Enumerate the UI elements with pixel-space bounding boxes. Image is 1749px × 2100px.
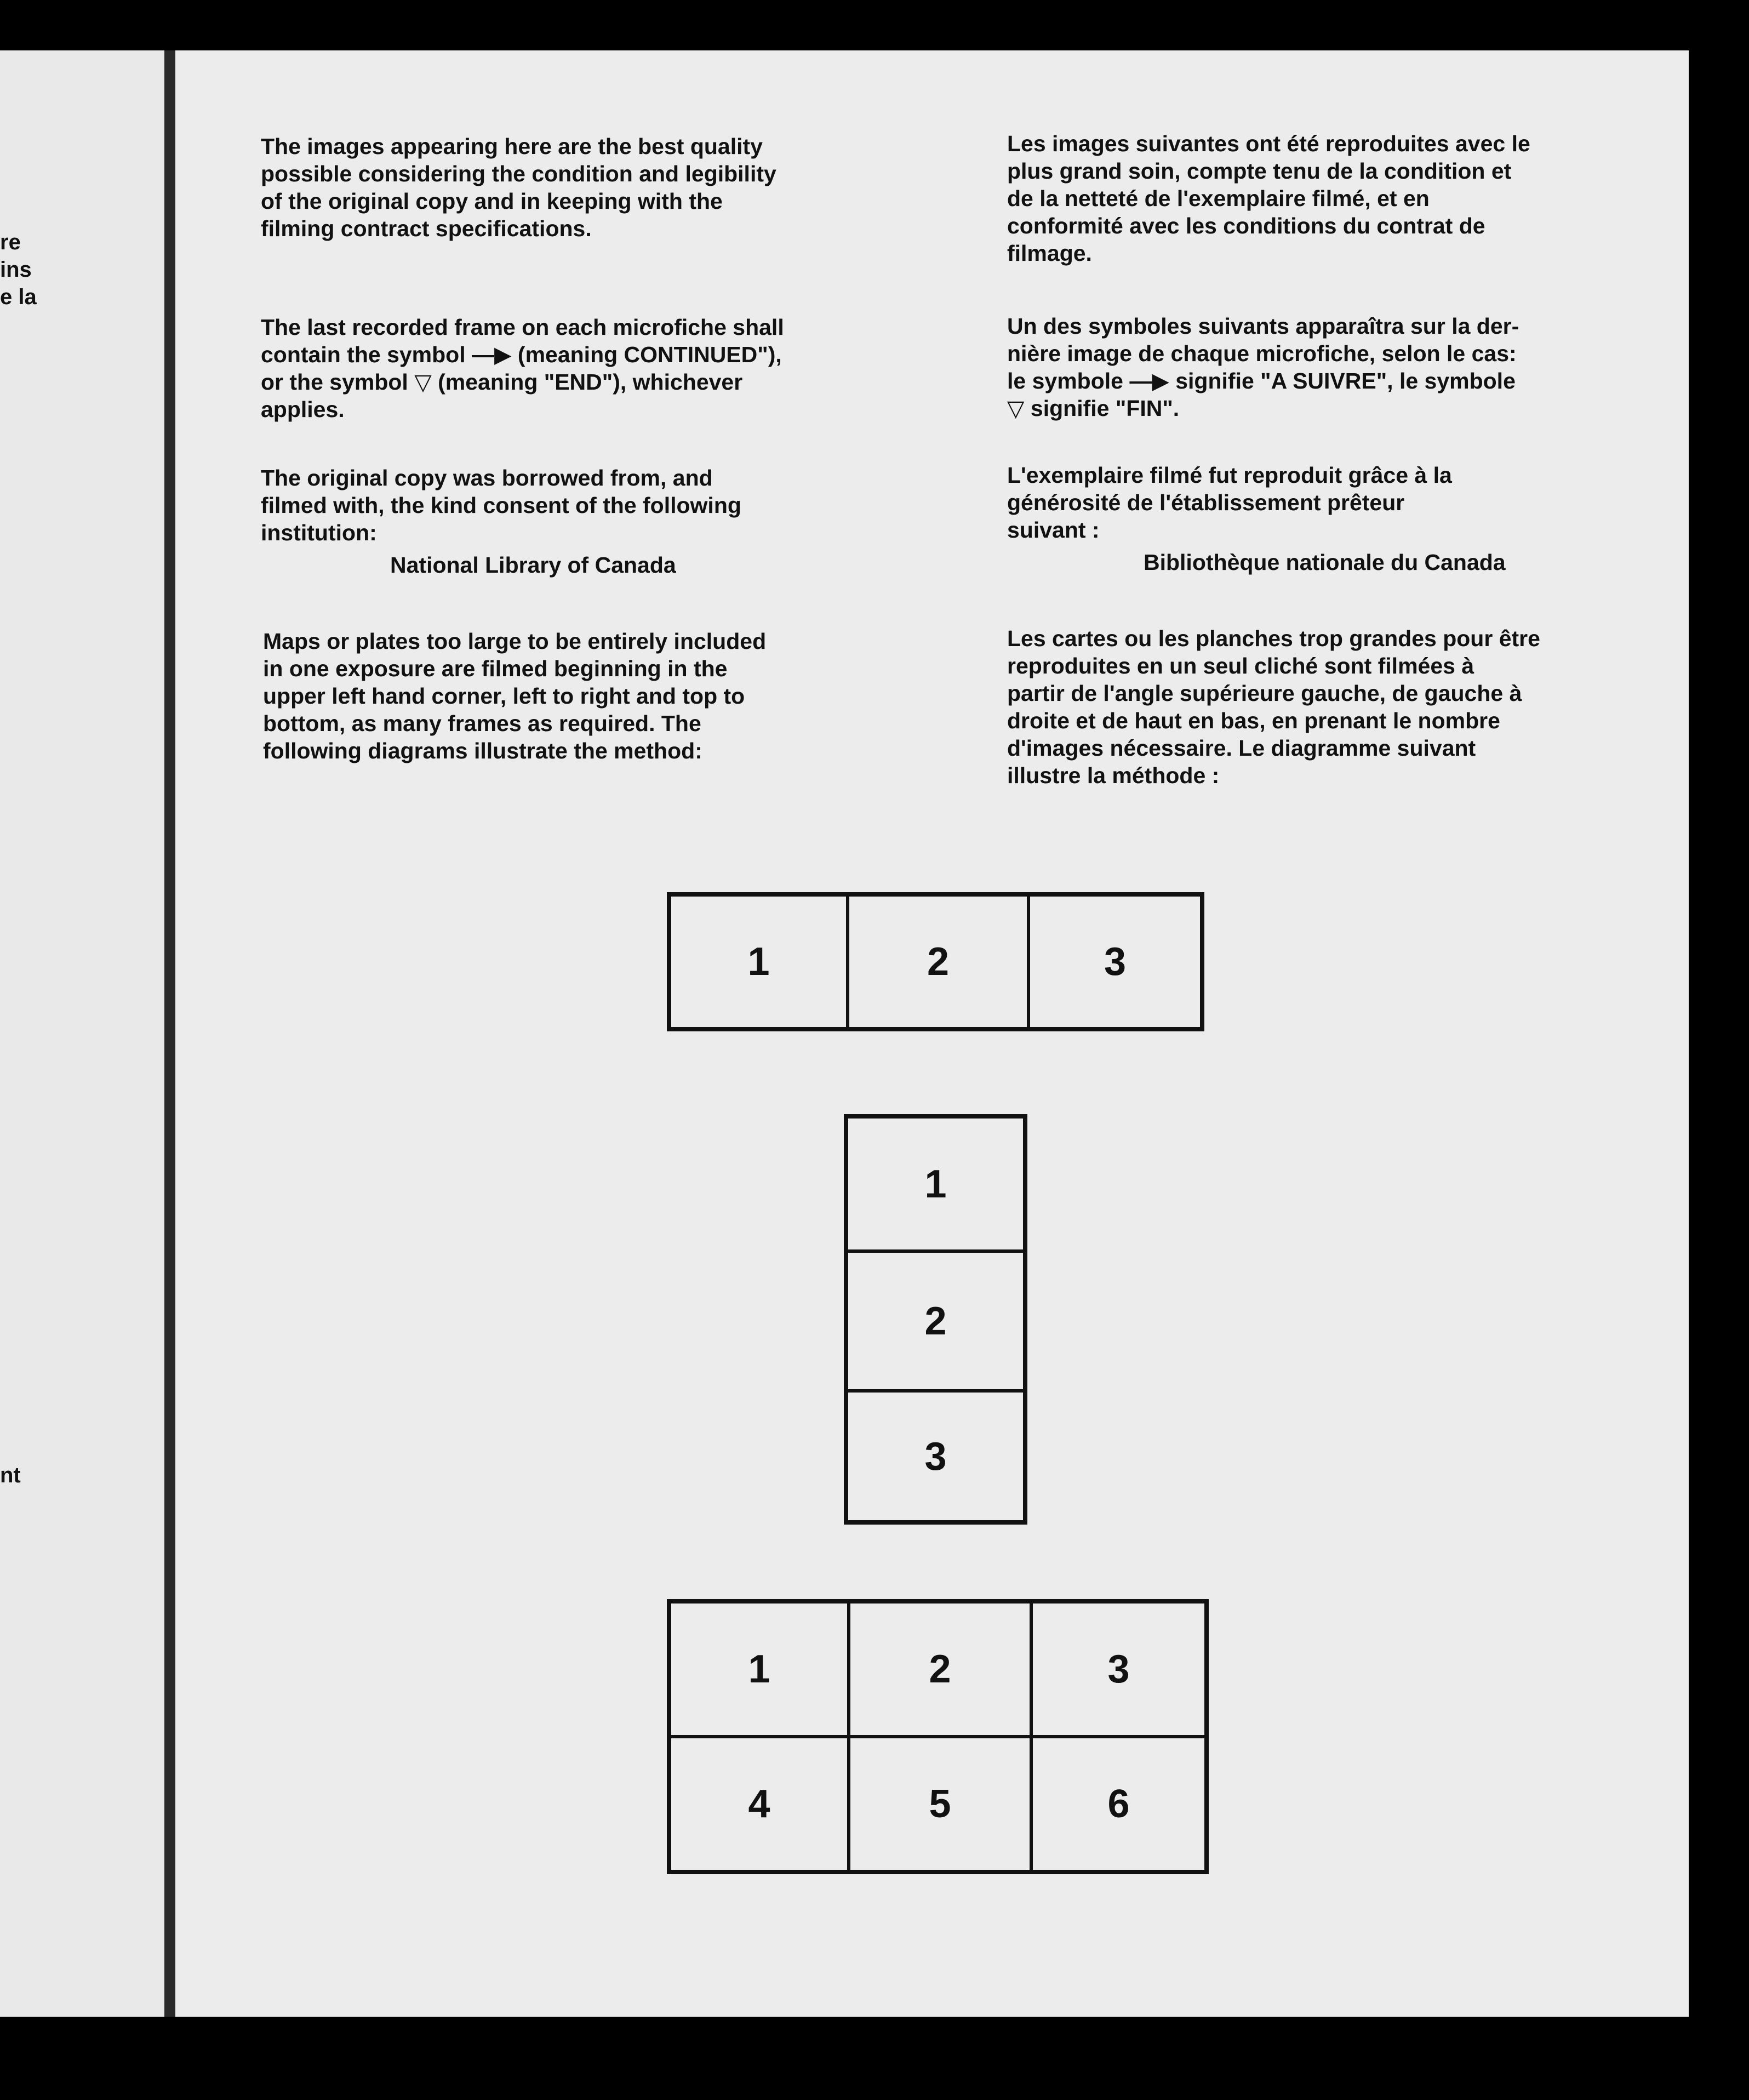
frame-cell: 6 <box>1031 1737 1206 1871</box>
frame-cell: 1 <box>670 895 848 1029</box>
left-fragment: ins <box>0 258 32 282</box>
frame-cell: 3 <box>1028 895 1202 1029</box>
frame-cell: 1 <box>670 1602 849 1737</box>
left-fragment: re <box>0 230 21 254</box>
english-quality-note: The images appearing here are the best quality possible considering the condition and legibility of the original copy and in keeping with the filming contract specifications. <box>261 134 776 241</box>
frame-cell: 5 <box>849 1737 1031 1871</box>
left-fragment: e la <box>0 285 37 309</box>
french-institution-name: Bibliothèque nationale du Canada <box>1144 550 1506 575</box>
left-fragment: nt <box>0 1463 21 1487</box>
horizontal-frame-diagram <box>667 892 1204 1031</box>
grid-frame-diagram <box>667 1599 1209 1874</box>
page-divider <box>164 50 175 2017</box>
french-institution-note: L'exemplaire filmé fut reproduit grâce à la générosité de l'établissement prêteur suivant : <box>1007 463 1452 543</box>
frame-cell: 3 <box>847 1391 1025 1522</box>
previous-page-strip <box>0 50 170 2017</box>
frame-cell: 2 <box>849 1602 1031 1737</box>
frame-cell: 3 <box>1031 1602 1206 1737</box>
french-quality-note: Les images suivantes ont été reproduites avec le plus grand soin, compte tenu de la condition et de la netteté de l'exemplaire filmé, et en conformité avec les conditions du contrat de filmage. <box>1007 131 1530 266</box>
english-institution-name: National Library of Canada <box>390 552 676 578</box>
english-symbol-note: The last recorded frame on each microfiche shall contain the symbol —▶ (meaning CONTINUED"), or the symbol ▽ (meaning "END"), whichever applies. <box>261 315 784 422</box>
frame-cell: 2 <box>847 1251 1025 1391</box>
frame-cell: 4 <box>670 1737 849 1871</box>
frame-cell: 1 <box>847 1117 1025 1251</box>
frame-cell: 2 <box>848 895 1028 1029</box>
french-symbol-note: Un des symboles suivants apparaîtra sur la der- nière image de chaque microfiche, selon le cas: le symbole —▶ signifie "A SUIVRE", le symbole ▽ signifie "FIN". <box>1007 313 1519 421</box>
english-institution-note: The original copy was borrowed from, and filmed with, the kind consent of the following institution: <box>261 465 741 545</box>
english-maps-note: Maps or plates too large to be entirely included in one exposure are filmed beginning in the upper left hand corner, left to right and top to bottom, as many frames as required. The following diagrams illustrate the method: <box>263 629 767 763</box>
french-maps-note: Les cartes ou les planches trop grandes pour être reproduites en un seul cliché sont filmées à partir de l'angle supérieure gauche, de gauche à droite et de haut en bas, en prenant le nombre d'images nécessaire. Le diagramme suivant illustre la méthode : <box>1007 626 1540 788</box>
vertical-frame-diagram <box>844 1114 1027 1525</box>
